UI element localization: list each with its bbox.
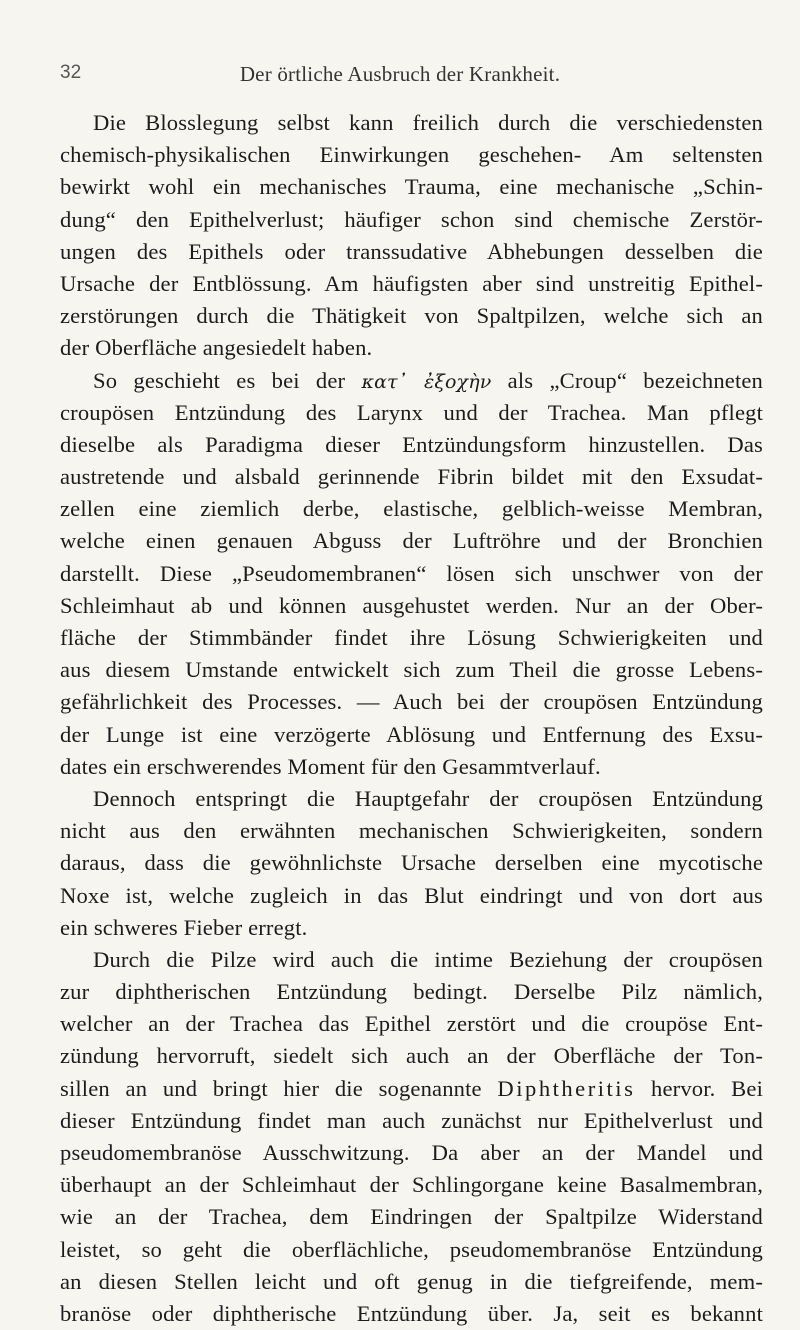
text-line: dung“ den Epithelverlust; häufiger schon sind chemische Zerstör- — [60, 206, 763, 232]
text-line: welcher an der Trachea das Epithel zerstört und die croupöse Ent- — [60, 1011, 763, 1037]
text-line: Ursache der Entblössung. Am häufigsten aber sind unstreitig Epithel- — [60, 270, 763, 296]
text-line: austretende und alsbald gerinnende Fibrin bildet mit den Exsudat- — [60, 464, 763, 490]
text-line: Durch die Pilze wird auch die intime Beziehung der croupösen — [93, 946, 763, 972]
text-line: der Lunge ist eine verzögerte Ablösung und Entfernung des Exsu- — [60, 721, 763, 747]
running-title: Der örtliche Ausbruch der Krankheit. — [239, 62, 561, 86]
text-line: leistet, so geht die oberflächliche, pseudomembranöse Entzündung — [60, 1236, 763, 1262]
text-line — [60, 365, 763, 397]
text-line: Die Blosslegung selbst kann freilich durch die verschiedensten — [93, 110, 763, 135]
text-line: daraus, dass die gewöhnlichste Ursache derselben eine mycotische — [60, 850, 763, 876]
text-line — [60, 1073, 763, 1105]
text-line: welche einen genauen Abguss der Luftröhre und der Bronchien — [60, 528, 763, 554]
text-line: branöse oder diphtherische Entzündung über. Ja, seit es bekannt — [60, 1300, 763, 1326]
text-line: dates ein erschwerendes Moment für den Gesammtverlauf. — [60, 753, 601, 779]
text-line: überhaupt an der Schleimhaut der Schlingorgane keine Basalmembran, — [60, 1172, 763, 1198]
text-segment: So geschieht es bei der — [93, 367, 362, 393]
text-line: bewirkt wohl ein mechanisches Trauma, eine mechanische „Schin- — [60, 174, 763, 200]
text-segment: hervor. Bei — [635, 1075, 763, 1101]
text-line: Schleimhaut ab und können ausgehustet werden. Nur an der Ober- — [60, 592, 763, 618]
text-segment: sillen an und bringt hier die sogenannte — [60, 1075, 498, 1101]
text-line: zerstörungen durch die Thätigkeit von Spaltpilzen, welche sich an — [60, 303, 763, 329]
text-line: zellen eine ziemlich derbe, elastische, gelblich-weisse Membran, — [60, 496, 763, 522]
text-line: nicht aus den erwähnten mechanischen Schwierigkeiten, sondern — [60, 818, 763, 844]
text-segment: als „Croup“ bezeichneten — [491, 367, 763, 393]
text-line: chemisch-physikalischen Einwirkungen geschehen- Am seltensten — [60, 142, 763, 168]
emphasized-term: Diphtheritis — [497, 1075, 636, 1101]
text-line: ein schweres Fieber erregt. — [60, 914, 308, 940]
page-header — [0, 62, 800, 92]
text-line: ungen des Epithels oder transsudative Abhebungen desselben die — [60, 238, 763, 264]
text-line: fläche der Stimmbänder findet ihre Lösung Schwierigkeiten und — [60, 625, 763, 650]
text-line: zündung hervorruft, siedelt sich auch an der Oberfläche der Ton- — [60, 1043, 763, 1069]
body-text — [60, 107, 763, 1330]
text-line: der Oberfläche angesiedelt haben. — [60, 335, 373, 361]
text-line: an diesen Stellen leicht und oft genug in die tiefgreifende, mem- — [60, 1268, 763, 1294]
text-line: Dennoch entspringt die Hauptgefahr der croupösen Entzündung — [93, 785, 763, 811]
text-line: gefährlichkeit des Processes. — Auch bei der croupösen Entzündung — [60, 689, 763, 715]
text-line: darstellt. Diese „Pseudomembranen“ lösen sich unschwer von der — [60, 560, 763, 586]
text-line: wie an der Trachea, dem Eindringen der Spaltpilze Widerstand — [60, 1204, 763, 1230]
text-line: zur diphtherischen Entzündung bedingt. Derselbe Pilz nämlich, — [60, 979, 763, 1005]
greek-phrase: κατ᾽ ἐξοχὴν — [361, 370, 492, 393]
text-line: croupösen Entzündung des Larynx und der Trachea. Man pflegt — [60, 399, 763, 425]
page-number: 32 — [60, 62, 82, 83]
text-line: Noxe ist, welche zugleich in das Blut eindringt und von dort aus — [60, 882, 763, 908]
text-line: dieselbe als Paradigma dieser Entzündungsform hinzustellen. Das — [60, 431, 763, 457]
text-line: dieser Entzündung findet man auch zunächst nur Epithelverlust und — [60, 1107, 763, 1133]
text-line: pseudomembranöse Ausschwitzung. Da aber an der Mandel und — [60, 1140, 763, 1165]
text-line: aus diesem Umstande entwickelt sich zum Theil die grosse Lebens- — [60, 657, 763, 683]
